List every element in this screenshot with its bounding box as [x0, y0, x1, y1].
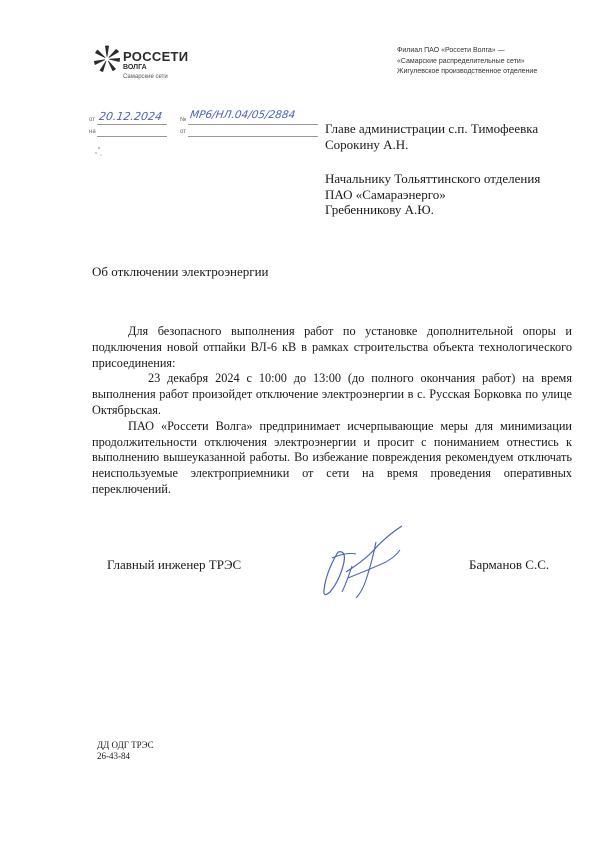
executor-info [97, 740, 154, 762]
addressee-line: Главе администрации с.п. Тимофеевка [325, 121, 539, 136]
org-line: «Самарские распределительные сети» [397, 57, 525, 65]
company-logo [92, 44, 222, 94]
addressee-line: Сорокину А.Н. [325, 136, 409, 152]
reply-from-line [188, 136, 318, 137]
reply-from-prefix: от [180, 129, 186, 135]
date-line [97, 124, 167, 125]
signatory-name: Барманов С.С. [469, 557, 550, 572]
number-prefix: № [180, 117, 187, 123]
organization-block [397, 46, 577, 78]
letter-body [92, 324, 572, 498]
date-prefix: от [89, 117, 95, 123]
handwritten-signature [316, 522, 416, 602]
letter-subject: Об отключении электроэнергии [92, 264, 269, 279]
number-line [188, 124, 318, 125]
handwritten-number: МР6/НЛ.04/05/2884 [189, 109, 297, 121]
body-paragraph: 23 декабря 2024 с 10:00 до 13:00 (до полного окончания работ) на время выполнения работ произойдет отключение электроэнергии в с. Русская Борковка по улице Октябрьская. [92, 371, 572, 417]
body-paragraph: ПАО «Россети Волга» предпринимает исчерпывающие меры для минимизации продолжительности отключения электроэнергии и просит с пониманием отнестись к выполнению вышеуказанной работы. Во избежание повреждения рекомендуем отключать неиспользуемые электроприемники от сети на время проведения оперативных переключений. [92, 418, 572, 496]
addressee-line: Начальнику Тольяттинского отделения [325, 171, 541, 186]
logo-wordmark: РОССЕТИ [123, 49, 189, 64]
signatory-title: Главный инженер ТРЭС [107, 557, 242, 572]
handwritten-date: 20.12.2024 [98, 110, 163, 123]
org-line: Филиал ПАО «Россети Волга» — [397, 47, 505, 54]
body-paragraph: Для безопасного выполнения работ по установке дополнительной опоры и подключения новой отпайки ВЛ-6 кВ в рамках строительства объекта технологического присоединения: [92, 324, 572, 370]
scan-marks [92, 142, 132, 162]
executor-phone: 26-43-84 [97, 751, 130, 761]
reply-prefix: на [89, 129, 96, 135]
org-line: Жигулевское производственное отделение [397, 68, 538, 75]
rosseti-logo-icon [92, 44, 122, 74]
addressee-line: Гребенникову А.Ю. [325, 202, 434, 217]
addressee-1 [325, 121, 538, 152]
reply-line [97, 136, 167, 137]
addressee-2 [325, 171, 540, 218]
executor-department: ДД ОДГ ТРЭС [97, 740, 154, 750]
addressee-line: ПАО «Самараэнерго» [325, 186, 446, 202]
logo-region: ВОЛГА [123, 64, 147, 71]
logo-subtitle: Самарские сети [123, 74, 168, 80]
